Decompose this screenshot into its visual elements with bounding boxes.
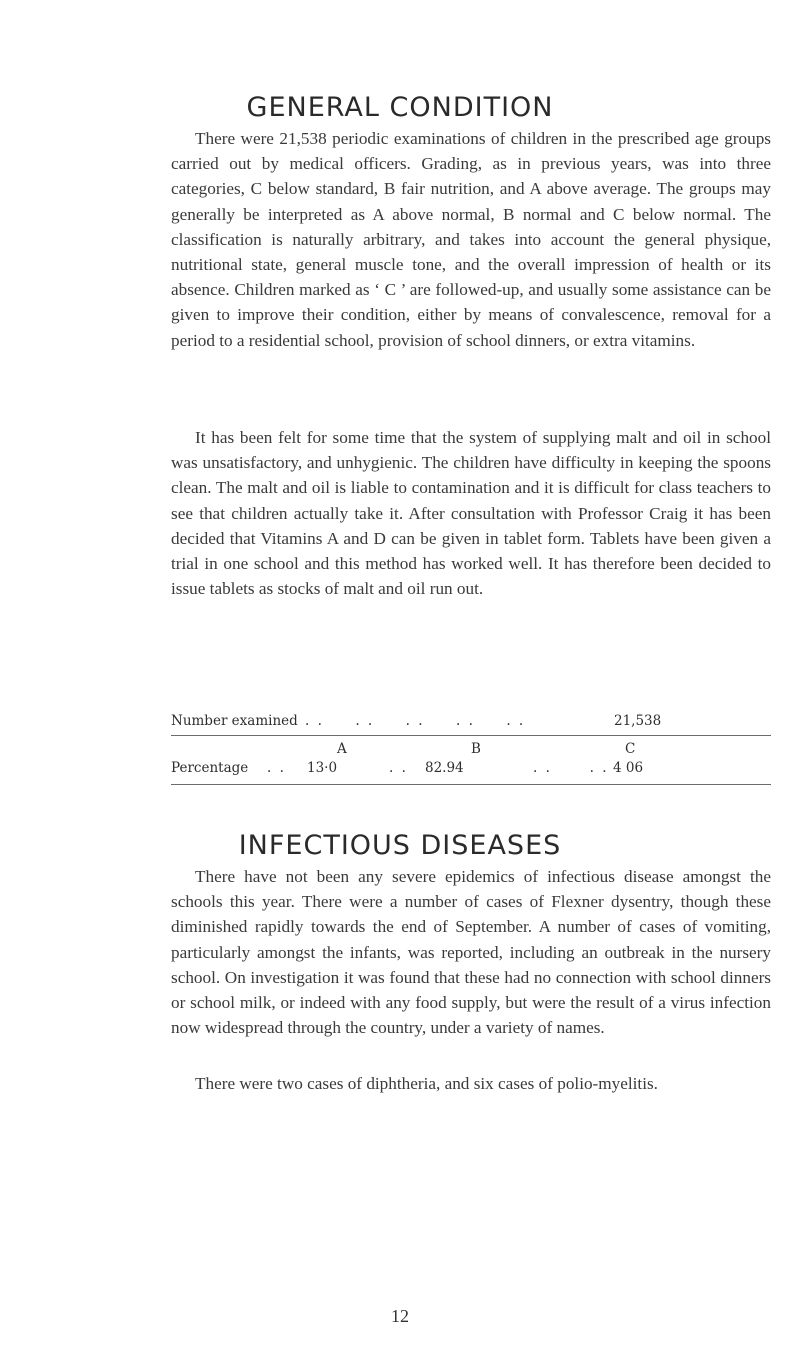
- table-rule-bottom: [171, 784, 771, 785]
- leader-dots: . .: [389, 760, 408, 776]
- examined-value: 21,538: [614, 713, 662, 729]
- examined-label: Number examined: [171, 713, 298, 729]
- percentage-c: 4 06: [613, 760, 644, 776]
- percentage-row: [171, 760, 771, 780]
- leader-dots: . .: [267, 760, 286, 776]
- leader-dots: . . . .: [533, 760, 609, 776]
- paragraph-grading: There were 21,538 periodic examinations of children in the prescribed age groups carried out by medical officers. Grading, as in previous years, was into three categories, C below standard, B fair nutrition, and A above average. The groups may generally be interpreted as A above normal, B normal and C below normal. The classification is naturally arbitrary, and takes into account the general physique, nutritional state, general muscle tone, and the overall impression of health or its absence. Children marked as ‘ C ’ are followed-up, and usually some assistance can be given to improve their condition, either by means of convalescence, removal for a period to a residential school, provision of school dinners, or extra vitamins.: [171, 129, 771, 350]
- grade-a-header: A: [337, 741, 347, 757]
- table-rule-top: [171, 735, 771, 736]
- section-title-infectious-diseases: INFECTIOUS DISEASES: [238, 830, 562, 861]
- page-number: 12: [391, 1306, 409, 1326]
- grade-header-row: [171, 741, 771, 761]
- percentage-a: 13·0: [307, 760, 338, 776]
- grade-c-header: C: [625, 741, 636, 757]
- paragraph-malt-and-oil: It has been felt for some time that the system of supplying malt and oil in school was unsatisfactory, and unhygienic. The children have difficulty in keeping the spoons clean. The malt and oil is liable to contamination and it is difficult for class teachers to see that children actually take it. After consultation with Professor Craig it has been decided that Vitamins A and D can be given in tablet form. Tablets have been given a trial in one school and this method has worked well. It has therefore been decided to issue tablets as stocks of malt and oil run out.: [171, 428, 771, 599]
- paragraph-diphtheria: There were two cases of diphtheria, and six cases of polio-myelitis.: [195, 1074, 658, 1093]
- grade-b-header: B: [471, 741, 481, 757]
- leader-dots: . . . . . . . . . .: [305, 713, 526, 729]
- examined-row: [171, 713, 771, 733]
- section-title-general-condition: GENERAL CONDITION: [246, 92, 554, 123]
- percentage-b: 82.94: [425, 760, 464, 776]
- percentage-label: Percentage: [171, 760, 249, 776]
- paragraph-epidemics: There have not been any severe epidemics of infectious disease amongst the schools this year. There were a number of cases of Flexner dysentry, though these diminished rapidly towards the end of September. A number of cases of vomiting, particularly amongst the infants, was reported, including an outbreak in the nursery school. On investigation it was found that these had no connection with school dinners or school milk, or indeed with any food supply, but were the result of a virus infection now widespread through the country, under a variety of names.: [171, 867, 771, 1038]
